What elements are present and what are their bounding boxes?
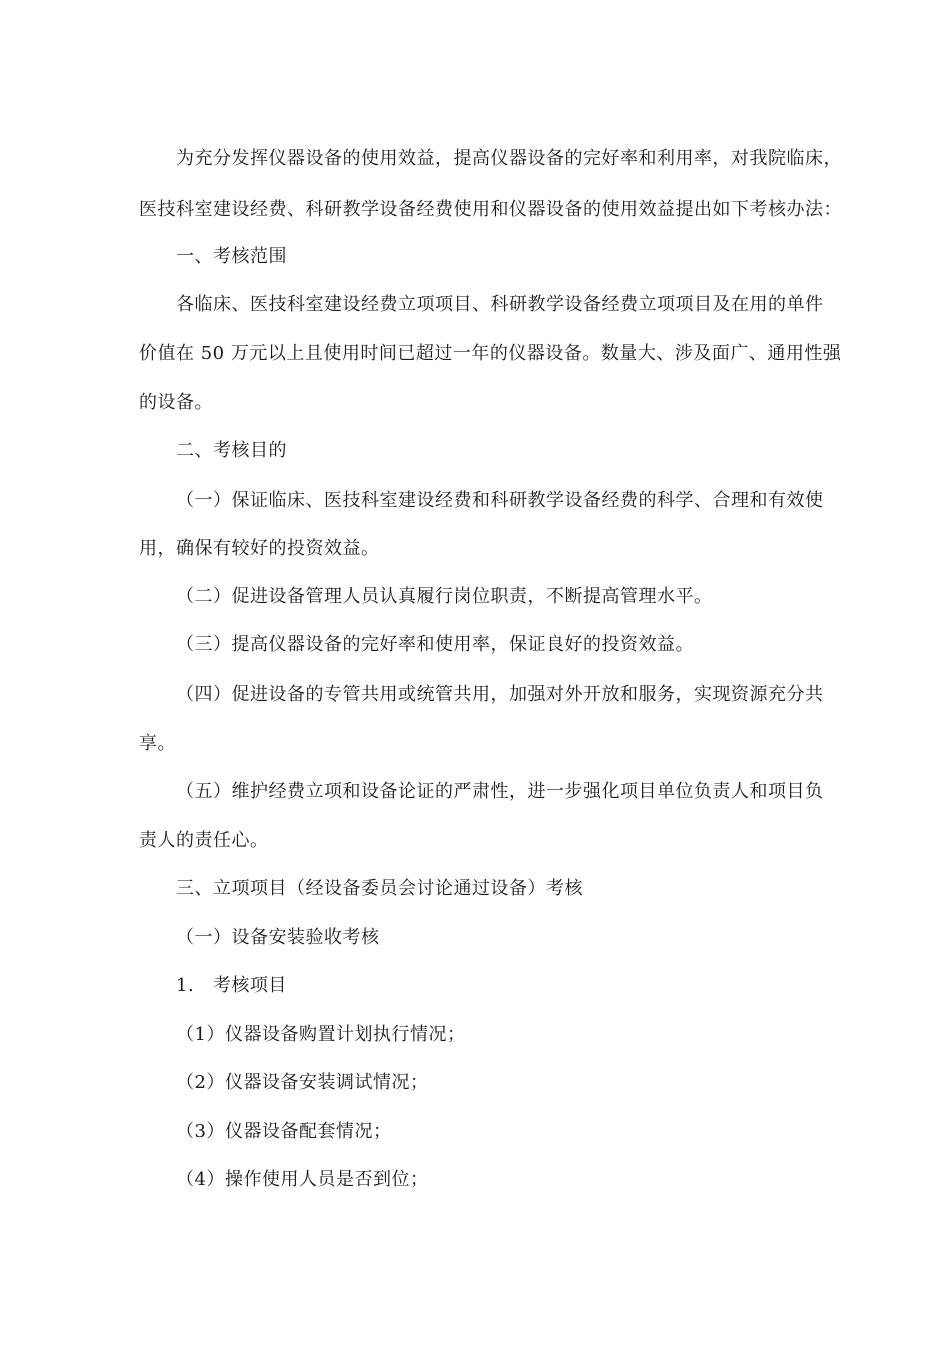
paragraph-scope-line-2: 价值在 50 万元以上且使用时间已超过一年的仪器设备。数量大、涉及面广、通用性强 <box>139 343 842 364</box>
assessment-item-4: （4）操作使用人员是否到位； <box>176 1169 429 1190</box>
purpose-item-5-line-2: 责人的责任心。 <box>139 830 269 851</box>
purpose-item-1-line-2: 用，确保有较好的投资效益。 <box>139 538 380 559</box>
paragraph-intro-line-1: 为充分发挥仪器设备的使用效益，提高仪器设备的完好率和利用率，对我院临床， <box>176 148 842 169</box>
paragraph-intro-line-2: 医技科室建设经费、科研教学设备经费使用和仪器设备的使用效益提出如下考核办法： <box>139 199 842 220</box>
assessment-item-3: （3）仪器设备配套情况； <box>176 1121 392 1142</box>
purpose-item-5-line-1: （五）维护经费立项和设备论证的严肃性，进一步强化项目单位负责人和项目负 <box>176 781 824 802</box>
purpose-item-3: （三）提高仪器设备的完好率和使用率，保证良好的投资效益。 <box>176 634 694 655</box>
assessment-item-2: （2）仪器设备安装调试情况； <box>176 1072 429 1093</box>
section-heading-project-assessment: 三、立项项目（经设备委员会讨论通过设备）考核 <box>176 878 583 899</box>
purpose-item-1-line-1: （一）保证临床、医技科室建设经费和科研教学设备经费的科学、合理和有效使 <box>176 490 824 511</box>
subsection-heading-installation: （一）设备安装验收考核 <box>176 927 380 948</box>
paragraph-scope-line-3: 的设备。 <box>139 392 213 413</box>
purpose-item-2: （二）促进设备管理人员认真履行岗位职责，不断提高管理水平。 <box>176 586 713 607</box>
purpose-item-4-line-2: 享。 <box>139 733 176 754</box>
paragraph-scope-line-1: 各临床、医技科室建设经费立项项目、科研教学设备经费立项项目及在用的单件 <box>176 294 824 315</box>
section-heading-purpose: 二、考核目的 <box>176 440 287 461</box>
purpose-item-4-line-1: （四）促进设备的专管共用或统管共用，加强对外开放和服务，实现资源充分共 <box>176 684 824 705</box>
assessment-item-1: （1）仪器设备购置计划执行情况； <box>176 1024 466 1045</box>
numbered-heading-assessment-items: 1. 考核项目 <box>176 975 287 996</box>
section-heading-scope: 一、考核范围 <box>176 246 287 267</box>
